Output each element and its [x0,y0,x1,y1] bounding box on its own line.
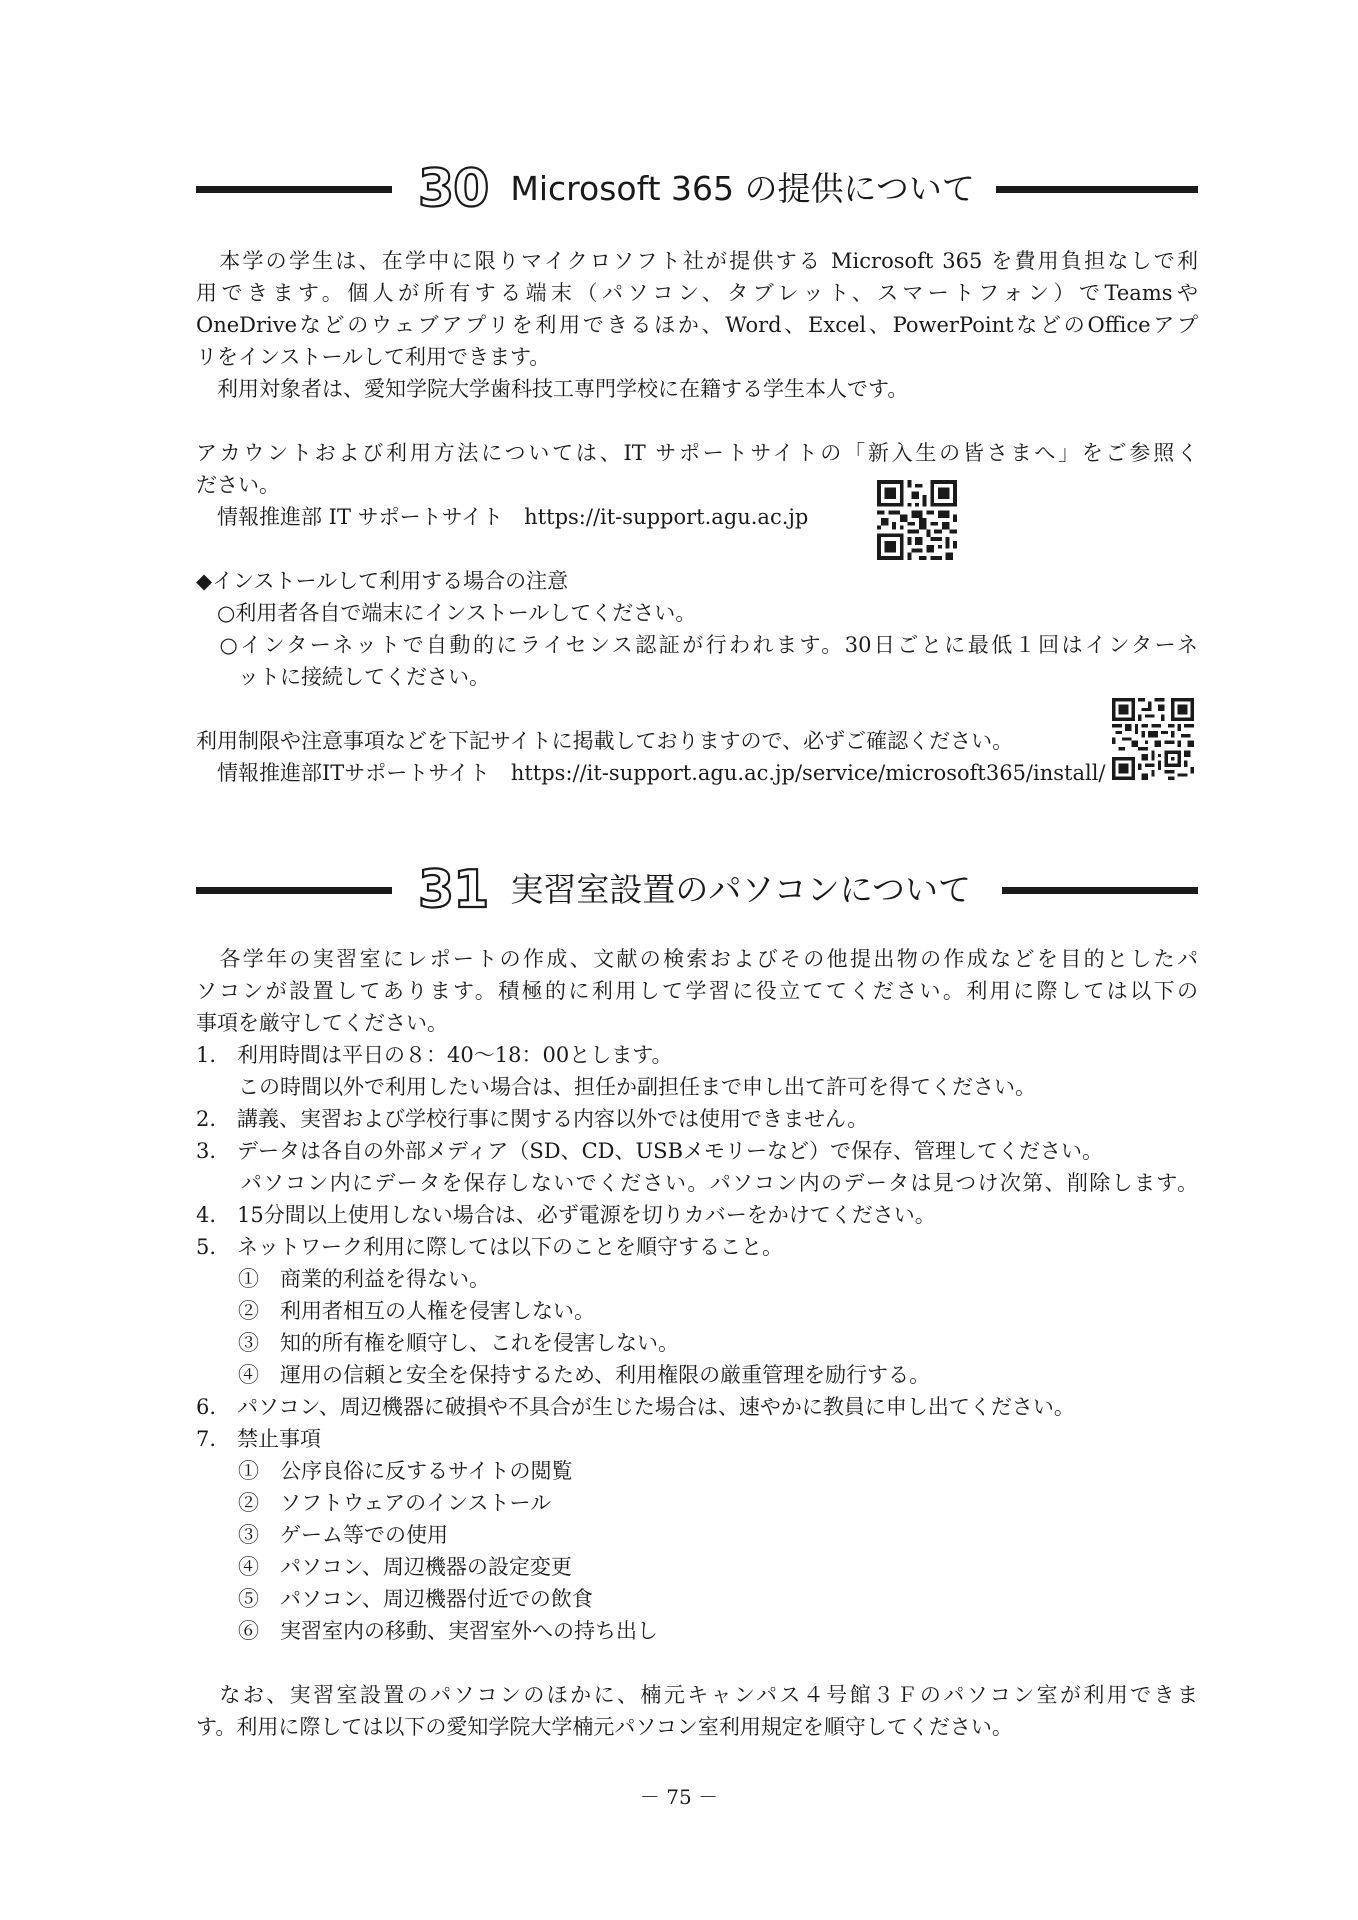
paragraph-line: 本学の学生は、在学中に限りマイクロソフト社が提供する Microsoft 365 を費用負担なしで利 [196,249,1198,273]
heading-rule-left [196,887,392,894]
install-notes-heading: ◆インストールして利用する場合の注意 [196,569,569,593]
rule-item: 1. 利用時間は平日の８：40～18：00とします。 [196,1043,673,1067]
heading-rule-right [996,186,1198,193]
list-item: ○インターネットで自動的にライセンス認証が行われます。30日ごとに最低１回はインターネ [196,633,1198,657]
microsoft365-install-link[interactable]: 情報推進部ITサポートサイト https://it-support.agu.ac.jp/service/microsoft365/install/ [196,761,1106,785]
paragraph-line: ださい。 [196,473,280,497]
sub-rule-item: ① 商業的利益を得ない。 [196,1267,490,1291]
section-title: 実習室設置のパソコンについて [510,870,972,909]
rule-item: 5. ネットワーク利用に際しては以下のことを順守すること。 [196,1235,784,1259]
rule-item: 4. 15分間以上使用しない場合は、必ず電源を切りカバーをかけてください。 [196,1203,936,1227]
rule-item: パソコン内にデータを保存しないでください。パソコン内のデータは見つけ次第、削除します。 [196,1171,1198,1195]
rule-item: この時間以外で利用したい場合は、担任か副担任まで申し出て許可を得てください。 [196,1075,1036,1099]
sub-rule-item: ⑤ パソコン、周辺機器付近での飲食 [196,1587,593,1611]
sub-rule-item: ② ソフトウェアのインストール [196,1491,552,1515]
paragraph-line: リをインストールして利用できます。 [196,345,551,369]
paragraph-line: なお、実習室設置のパソコンのほかに、楠元キャンパス４号館３Ｆのパソコン室が利用できま [196,1683,1198,1707]
section-30-heading [196,159,1198,219]
rule-item: 2. 講義、実習および学校行事に関する内容以外では使用できません。 [196,1107,869,1131]
heading-rule-right [1002,887,1198,894]
list-item: ットに接続してください。 [196,665,490,689]
paragraph-line: アカウントおよび利用方法については、IT サポートサイトの「新入生の皆さまへ」をご参照く [196,441,1198,465]
sub-rule-item: ⑥ 実習室内の移動、実習室外への持ち出し [196,1619,658,1643]
rule-item: 6. パソコン、周辺機器に破損や不具合が生じた場合は、速やかに教員に申し出てください。 [196,1395,1075,1419]
sub-rule-item: ④ 運用の信頼と安全を保持するため、利用権限の厳重管理を励行する。 [196,1363,931,1387]
paragraph-line: OneDriveなどのウェブアプリを利用できるほか、Word、Excel、PowerPointなどのOfficeアプ [196,313,1198,337]
sub-rule-item: ④ パソコン、周辺機器の設定変更 [196,1555,572,1579]
section-title: Microsoft 365 の提供について [510,169,975,208]
section-number: 30 [418,159,489,219]
it-support-site-link[interactable]: 情報推進部 IT サポートサイト https://it-support.agu.ac.jp [196,505,809,529]
qr-code-icon [877,480,957,560]
section-31-heading [196,860,1198,920]
paragraph-line: す。利用に際しては以下の愛知学院大学楠元パソコン室利用規定を順守してください。 [196,1715,1013,1739]
paragraph-line: ソコンが設置してあります。積極的に利用して学習に役立ててください。利用に際しては以下の [196,979,1198,1003]
sub-rule-item: ③ ゲーム等での使用 [196,1523,448,1547]
list-item: ○利用者各自で端末にインストールしてください。 [196,601,697,625]
paragraph-line: 事項を厳守してください。 [196,1011,448,1035]
paragraph-line: 利用対象者は、愛知学院大学歯科技工専門学校に在籍する学生本人です。 [196,377,909,401]
sub-rule-item: ② 利用者相互の人権を侵害しない。 [196,1299,595,1323]
page-number: － 75 － [639,1785,719,1809]
paragraph-line: 用できます。個人が所有する端末（パソコン、タブレット、スマートフォン）でTeamsや [196,281,1198,305]
heading-rule-left [196,186,392,193]
sub-rule-item: ③ 知的所有権を順守し、これを侵害しない。 [196,1331,679,1355]
rule-item: 3. データは各自の外部メディア（SD、CD、USBメモリーなど）で保存、管理してください。 [196,1139,1103,1163]
sub-rule-item: ① 公序良俗に反するサイトの閲覧 [196,1459,573,1483]
rule-item: 7. 禁止事項 [196,1427,322,1451]
section-number: 31 [418,860,489,920]
qr-code-icon [1112,698,1194,780]
paragraph-line: 利用制限や注意事項などを下記サイトに掲載しておりますので、必ずご確認ください。 [196,729,1014,753]
paragraph-line: 各学年の実習室にレポートの作成、文献の検索およびその他提出物の作成などを目的としたパ [196,947,1198,971]
